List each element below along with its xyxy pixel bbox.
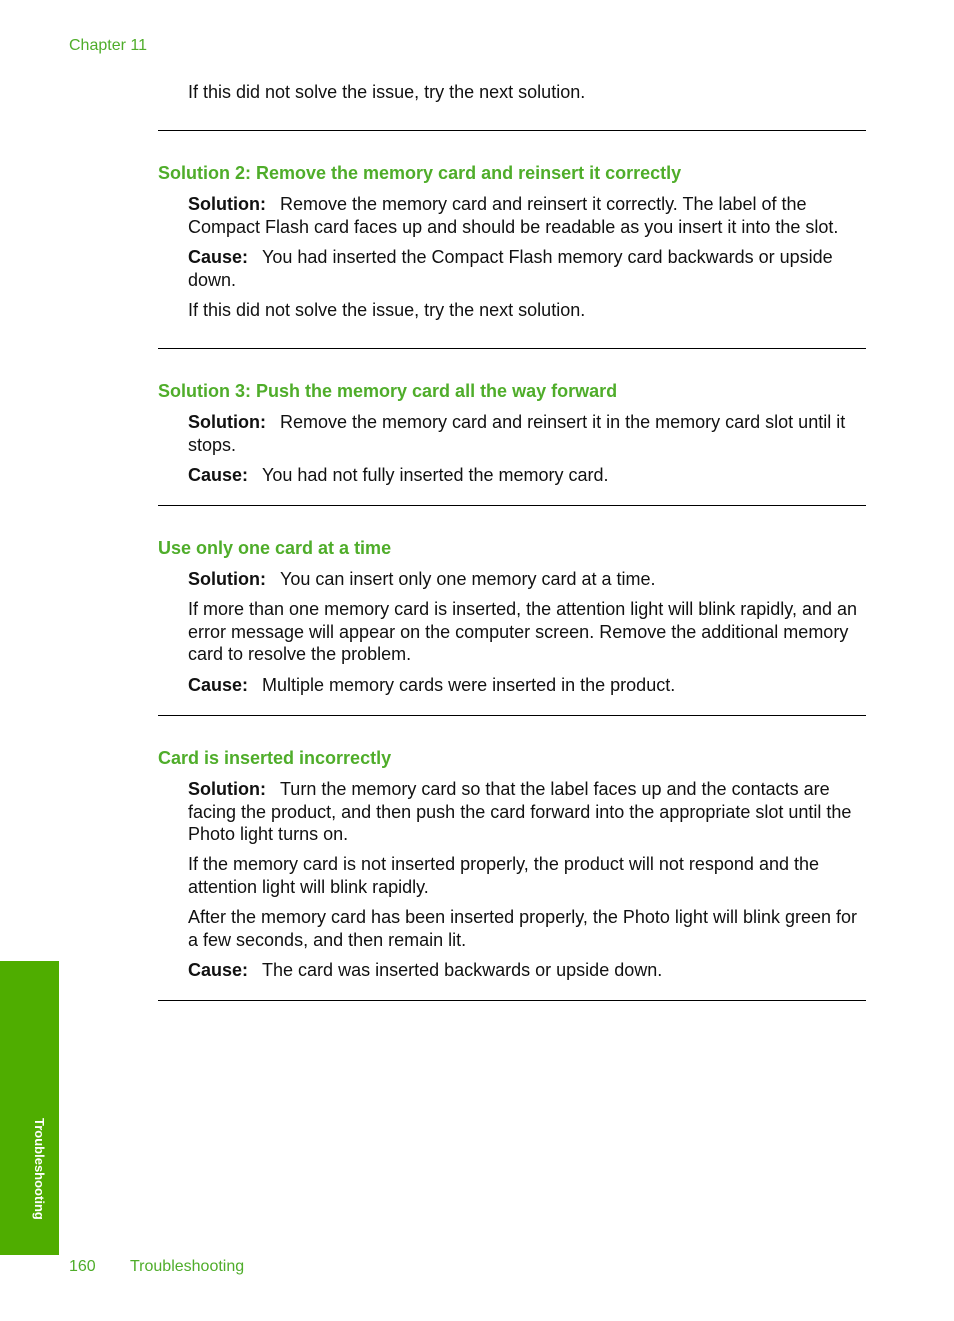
cause-label: Cause: xyxy=(188,247,249,267)
solution-text: Turn the memory card so that the label faces up and the contacts are facing the product, and then push the card forward into the appropriate slot until the Photo light turns on. xyxy=(188,779,852,844)
extra-paragraph: If more than one memory card is inserted, the attention light will blink rapidly, and an error message will appear on the computer screen. Remove the additional memory card to resolve the problem. xyxy=(188,599,858,664)
solution-label: Solution: xyxy=(188,412,266,432)
solution-label: Solution: xyxy=(188,569,266,589)
section-divider xyxy=(158,348,866,349)
solution-text: You can insert only one memory card at a time. xyxy=(279,569,656,589)
solution-paragraph xyxy=(188,778,868,846)
intro-next-solution: If this did not solve the issue, try the next solution. xyxy=(188,82,586,102)
next-solution-text: If this did not solve the issue, try the next solution. xyxy=(188,300,586,320)
cause-label: Cause: xyxy=(188,465,249,485)
extra-paragraph: After the memory card has been inserted properly, the Photo light will blink green for a few seconds, and then remain lit. xyxy=(188,907,858,950)
cause-paragraph xyxy=(188,246,868,291)
cause-paragraph xyxy=(188,959,868,982)
solution-paragraph xyxy=(188,568,868,591)
section-title-one-card: Use only one card at a time xyxy=(158,538,392,558)
section-divider xyxy=(158,715,866,716)
solution-text: Remove the memory card and reinsert it correctly. The label of the Compact Flash card faces up and should be readable as you insert it into the slot. xyxy=(188,194,839,237)
solution-paragraph xyxy=(188,193,868,238)
section-title-solution-2: Solution 2: Remove the memory card and reinsert it correctly xyxy=(158,163,682,183)
section-divider xyxy=(158,130,866,131)
solution-label: Solution: xyxy=(188,779,266,799)
cause-paragraph xyxy=(188,464,868,487)
chapter-header: Chapter 11 xyxy=(69,37,147,54)
footer-section-title: Troubleshooting xyxy=(130,1258,245,1275)
section-divider xyxy=(158,1000,866,1001)
cause-text: You had inserted the Compact Flash memory card backwards or upside down. xyxy=(188,247,833,290)
cause-text: The card was inserted backwards or upside down. xyxy=(262,960,663,980)
cause-label: Cause: xyxy=(188,960,249,980)
solution-text: Remove the memory card and reinsert it in the memory card slot until it stops. xyxy=(188,412,846,455)
page-number: 160 xyxy=(69,1258,96,1275)
section-title-solution-3: Solution 3: Push the memory card all the way forward xyxy=(158,381,618,401)
cause-paragraph xyxy=(188,674,868,697)
solution-label: Solution: xyxy=(188,194,266,214)
extra-paragraph: If the memory card is not inserted properly, the product will not respond and the attention light will blink rapidly. xyxy=(188,854,819,897)
side-tab xyxy=(0,961,59,1255)
section-title-card-inserted-incorrectly: Card is inserted incorrectly xyxy=(158,748,392,768)
cause-label: Cause: xyxy=(188,675,249,695)
cause-text: You had not fully inserted the memory card. xyxy=(262,465,609,485)
side-tab-label: Troubleshooting xyxy=(32,1118,47,1220)
section-divider xyxy=(158,505,866,506)
solution-paragraph xyxy=(188,411,868,456)
cause-text: Multiple memory cards were inserted in the product. xyxy=(262,675,676,695)
